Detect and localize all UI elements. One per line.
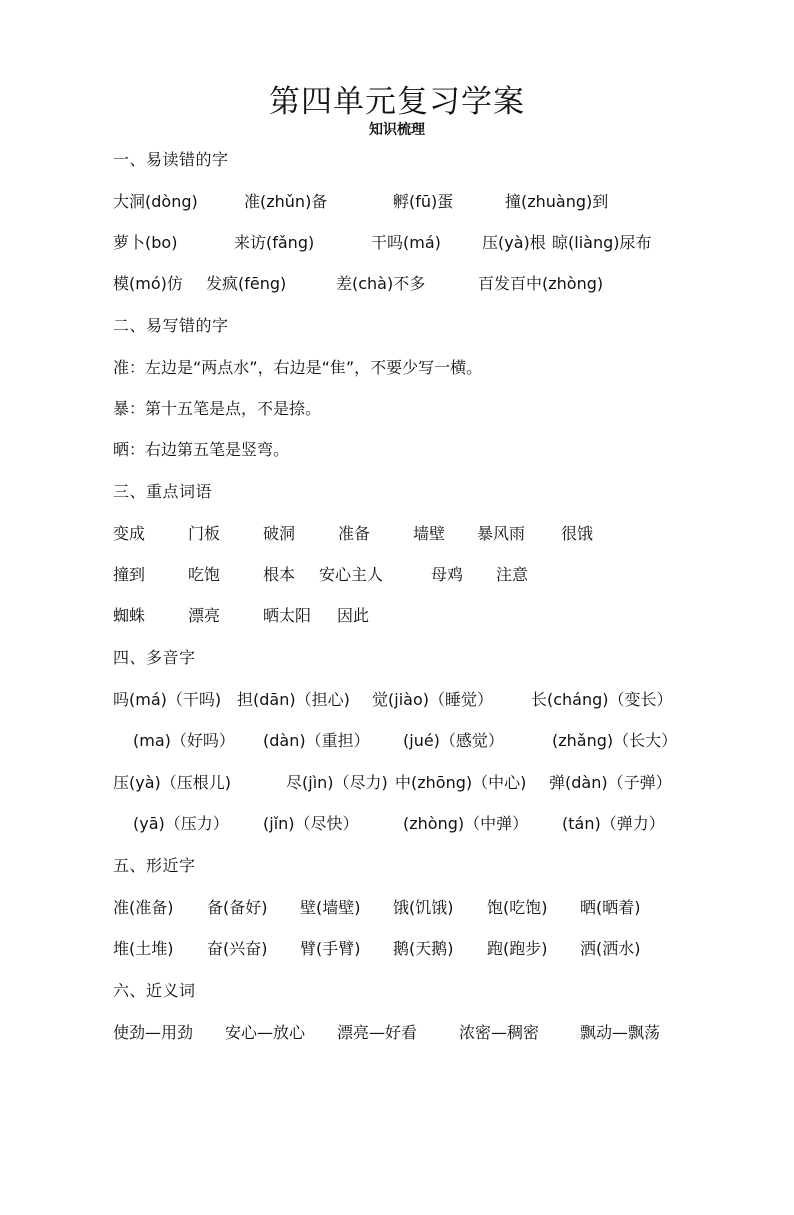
easy-misread-row-3 [113, 270, 604, 298]
word-item: 漂亮 [188, 606, 221, 625]
word-item: 晒太阳 [263, 606, 312, 625]
polyphone-item: 吗(má)（干吗) [113, 690, 222, 709]
polyphone-item: 中(zhōng)（中心) [395, 773, 527, 792]
similar-char-item: 堆(土堆) [113, 939, 174, 958]
polyphones-row-2 [113, 727, 678, 755]
section-heading-synonyms: 六、近义词 [113, 981, 196, 1000]
word-item: 吃饱 [188, 565, 221, 584]
similar-char-item: 奋(兴奋) [207, 939, 268, 958]
word-item: 准备 [338, 524, 371, 543]
polyphone-item: 尽(jìn)（尽力) [286, 773, 388, 792]
easy-misread-row-2 [113, 229, 652, 257]
polyphones-row-1 [113, 686, 673, 714]
key-words-row-3 [113, 602, 370, 630]
section-heading-easy-misread: 一、易读错的字 [113, 150, 229, 169]
polyphone-item: (yā)（压力） [133, 814, 229, 833]
similar-char-item: 壁(墙壁) [300, 898, 361, 917]
miswrite-note: 暴：第十五笔是点，不是捺。 [113, 399, 322, 418]
synonym-pair: 飘动—飘荡 [580, 1023, 661, 1042]
word-item: 变成 [113, 524, 146, 543]
section-heading-polyphones: 四、多音字 [113, 648, 196, 667]
pinyin-item: 差(chà)不多 [336, 274, 426, 293]
polyphone-item: (dàn)（重担） [263, 731, 370, 750]
polyphone-item: (zhòng)（中弹） [403, 814, 529, 833]
word-item: 撞到 [113, 565, 146, 584]
pinyin-item: 模(mó)仿 [113, 274, 183, 293]
polyphone-item: 长(cháng)（变长） [531, 690, 673, 709]
miswrite-note: 准：左边是“两点水”，右边是“隹”，不要少写一横。 [113, 358, 483, 377]
word-item: 门板 [188, 524, 221, 543]
similar-chars-row-2 [113, 935, 641, 963]
word-item: 母鸡 [431, 565, 464, 584]
similar-char-item: 晒(晒着) [580, 898, 641, 917]
pinyin-item: 孵(fū)蛋 [393, 192, 454, 211]
polyphone-item: 压(yà)（压根儿) [113, 773, 232, 792]
polyphone-item: 觉(jiào)（睡觉） [372, 690, 493, 709]
polyphone-item: 弹(dàn)（子弹） [549, 773, 672, 792]
synonym-pair: 漂亮—好看 [337, 1023, 418, 1042]
section-heading-easy-miswrite: 二、易写错的字 [113, 316, 229, 335]
word-item: 安心主人 [319, 565, 384, 584]
word-item: 因此 [337, 606, 370, 625]
similar-chars-row-1 [113, 894, 641, 922]
polyphones-row-3 [113, 769, 672, 797]
similar-char-item: 备(备好) [207, 898, 268, 917]
easy-misread-row-1 [113, 188, 609, 216]
word-item: 墙壁 [413, 524, 446, 543]
polyphone-item: (jǐn)（尽快） [263, 814, 359, 833]
pinyin-item: 大洞(dòng) [113, 192, 198, 211]
pinyin-item: 百发百中(zhòng) [478, 274, 604, 293]
pinyin-item: 撞(zhuàng)到 [505, 192, 609, 211]
word-item: 根本 [263, 565, 296, 584]
synonym-pair: 使劲—用劲 [113, 1023, 194, 1042]
polyphone-item: 担(dān)（担心) [237, 690, 350, 709]
word-item: 暴风雨 [477, 524, 526, 543]
word-item: 蜘蛛 [113, 606, 146, 625]
polyphone-item: (zhǎng)（长大） [552, 731, 678, 750]
similar-char-item: 臂(手臂) [300, 939, 361, 958]
pinyin-item: 发疯(fēng) [206, 274, 287, 293]
pinyin-item: 来访(fǎng) [234, 233, 315, 252]
word-item: 注意 [496, 565, 529, 584]
pinyin-item: 准(zhǔn)备 [244, 192, 328, 211]
synonyms-row-1 [113, 1019, 661, 1047]
section-heading-key-words: 三、重点词语 [113, 482, 213, 501]
word-item: 破洞 [263, 524, 296, 543]
similar-char-item: 饿(饥饿) [393, 898, 454, 917]
polyphone-item: (ma)（好吗） [133, 731, 235, 750]
synonym-pair: 安心—放心 [225, 1023, 306, 1042]
polyphone-item: (tán)（弹力） [562, 814, 665, 833]
key-words-row-2 [113, 561, 529, 589]
polyphone-item: (jué)（感觉） [403, 731, 504, 750]
similar-char-item: 饱(吃饱) [487, 898, 548, 917]
polyphones-row-4 [113, 810, 665, 838]
page-subtitle: 知识梳理 [369, 122, 425, 138]
pinyin-item: 萝卜(bo) [113, 233, 178, 252]
similar-char-item: 洒(洒水) [580, 939, 641, 958]
page-title: 第四单元复习学案 [269, 84, 525, 120]
pinyin-item: 压(yà)根 [482, 233, 546, 252]
similar-char-item: 跑(跑步) [487, 939, 548, 958]
pinyin-item: 干吗(má) [371, 233, 441, 252]
synonym-pair: 浓密—稠密 [459, 1023, 540, 1042]
pinyin-item: 晾(liàng)尿布 [552, 233, 652, 252]
section-heading-similar-chars: 五、形近字 [113, 856, 196, 875]
key-words-row-1 [113, 520, 594, 548]
word-item: 很饿 [561, 524, 594, 543]
miswrite-note: 晒：右边第五笔是竖弯。 [113, 440, 290, 459]
similar-char-item: 准(准备) [113, 898, 174, 917]
similar-char-item: 鹅(天鹅) [393, 939, 454, 958]
